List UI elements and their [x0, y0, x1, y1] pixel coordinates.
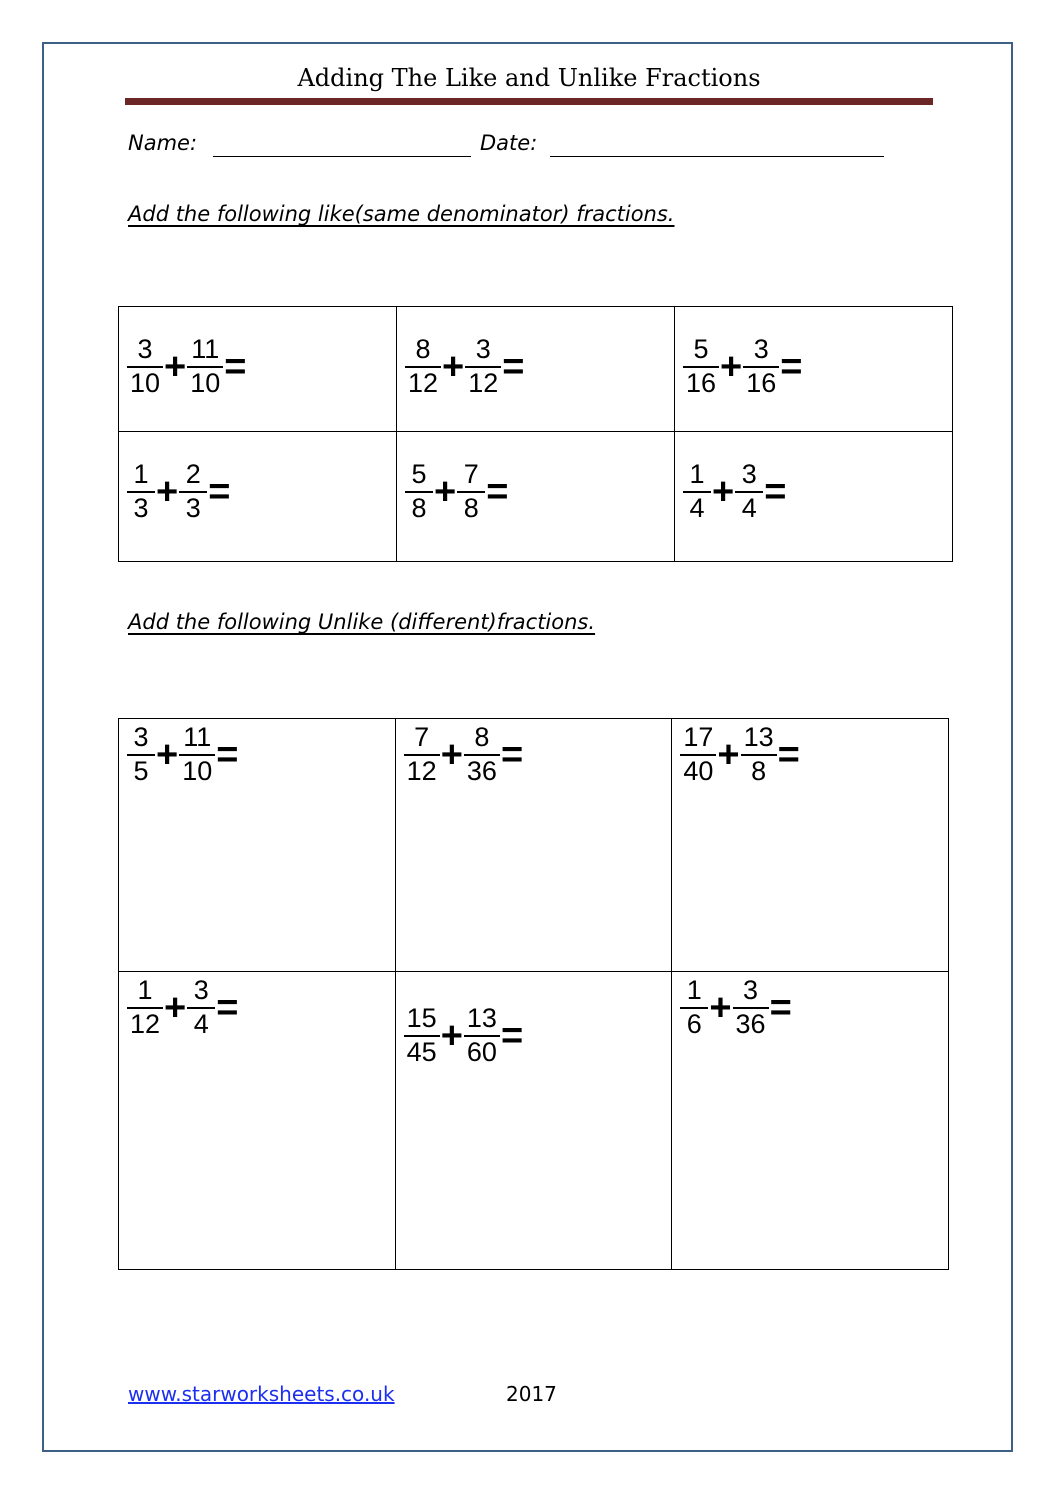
- fraction: [743, 335, 779, 398]
- numerator: 5: [411, 459, 427, 489]
- denominator: 8: [411, 492, 427, 523]
- equals-sign: =: [216, 733, 239, 776]
- like-cell[interactable]: [675, 307, 953, 432]
- plus-sign: +: [709, 986, 732, 1029]
- numerator: 7: [463, 459, 479, 489]
- unlike-cell[interactable]: [119, 972, 396, 1270]
- denominator: 60: [466, 1036, 497, 1067]
- equals-sign: =: [486, 470, 509, 513]
- fraction: [465, 335, 501, 398]
- equals-sign: =: [769, 986, 792, 1029]
- fraction: [179, 460, 207, 523]
- denominator: 4: [193, 1008, 209, 1039]
- like-problem-6: [683, 460, 787, 523]
- fraction: [404, 723, 440, 786]
- denominator: 45: [406, 1036, 437, 1067]
- plus-sign: +: [434, 470, 457, 513]
- unlike-cell[interactable]: [672, 972, 949, 1270]
- unlike-cell[interactable]: [395, 719, 672, 972]
- plus-sign: +: [440, 733, 463, 776]
- footer-year: 2017: [506, 1382, 557, 1406]
- fraction: [405, 460, 433, 523]
- numerator: 3: [133, 722, 149, 752]
- like-cell[interactable]: [119, 307, 397, 432]
- numerator: 3: [753, 334, 769, 364]
- plus-sign: +: [720, 345, 743, 388]
- numerator: 3: [743, 975, 759, 1005]
- fraction: [127, 723, 155, 786]
- unlike-cell[interactable]: [672, 719, 949, 972]
- like-cell[interactable]: [397, 307, 675, 432]
- equals-sign: =: [502, 345, 525, 388]
- numerator: 13: [466, 1003, 497, 1033]
- worksheet-title: Adding The Like and Unlike Fractions: [297, 64, 761, 92]
- unlike-fractions-heading: Add the following Unlike (different)fractions.: [128, 610, 596, 634]
- plus-sign: +: [156, 733, 179, 776]
- plus-sign: +: [442, 345, 465, 388]
- fraction: [457, 460, 485, 523]
- plus-sign: +: [164, 986, 187, 1029]
- unlike-problem-1: [127, 723, 239, 786]
- unlike-problem-2: [404, 723, 525, 786]
- like-fractions-table: [118, 306, 953, 562]
- title-divider: [125, 98, 933, 105]
- website-link[interactable]: www.starworksheets.co.uk: [128, 1382, 395, 1406]
- denominator: 10: [190, 367, 221, 398]
- denominator: 3: [185, 492, 201, 523]
- fraction: [741, 723, 777, 786]
- fraction: [464, 723, 500, 786]
- denominator: 12: [408, 367, 439, 398]
- unlike-problem-3: [680, 723, 801, 786]
- numerator: 17: [683, 722, 714, 752]
- plus-sign: +: [712, 470, 735, 513]
- unlike-fractions-table: [118, 718, 949, 1270]
- denominator: 12: [468, 367, 499, 398]
- numerator: 3: [741, 459, 757, 489]
- fraction: [187, 335, 223, 398]
- fraction: [179, 723, 215, 786]
- denominator: 12: [406, 755, 437, 786]
- plus-sign: +: [156, 470, 179, 513]
- fraction: [127, 335, 163, 398]
- equals-sign: =: [500, 1014, 524, 1057]
- numerator: 1: [137, 975, 153, 1005]
- fraction: [127, 460, 155, 523]
- denominator: 4: [741, 492, 757, 523]
- numerator: 3: [475, 334, 491, 364]
- plus-sign: +: [164, 345, 187, 388]
- fraction: [683, 335, 719, 398]
- date-field[interactable]: [550, 156, 884, 157]
- denominator: 3: [133, 492, 149, 523]
- fraction: [405, 335, 441, 398]
- numerator: 1: [133, 459, 149, 489]
- like-fractions-heading: Add the following like(same denominator) fractions.: [128, 202, 675, 226]
- equals-sign: =: [208, 470, 231, 513]
- fraction: [127, 976, 163, 1039]
- denominator: 12: [130, 1008, 161, 1039]
- fraction: [464, 1004, 500, 1067]
- numerator: 3: [137, 334, 153, 364]
- date-label: Date:: [480, 131, 538, 155]
- like-problem-5: [405, 460, 509, 523]
- numerator: 7: [414, 722, 430, 752]
- numerator: 1: [686, 975, 702, 1005]
- name-field[interactable]: [213, 156, 471, 157]
- numerator: 11: [183, 722, 212, 752]
- numerator: 13: [743, 722, 774, 752]
- denominator: 10: [182, 755, 213, 786]
- fraction: [680, 723, 716, 786]
- numerator: 15: [406, 1003, 437, 1033]
- plus-sign: +: [717, 733, 740, 776]
- denominator: 16: [746, 367, 777, 398]
- numerator: 5: [693, 334, 709, 364]
- unlike-problem-6: [680, 976, 792, 1039]
- like-problem-1: [127, 335, 248, 398]
- equals-sign: =: [764, 470, 787, 513]
- equals-sign: =: [780, 345, 803, 388]
- like-problem-2: [405, 335, 526, 398]
- denominator: 8: [751, 755, 767, 786]
- like-cell[interactable]: [119, 432, 397, 562]
- denominator: 4: [689, 492, 705, 523]
- denominator: 16: [686, 367, 717, 398]
- denominator: 10: [130, 367, 161, 398]
- like-problem-3: [683, 335, 804, 398]
- equals-sign: =: [224, 345, 247, 388]
- denominator: 6: [686, 1008, 702, 1039]
- numerator: 3: [193, 975, 209, 1005]
- denominator: 8: [463, 492, 479, 523]
- fraction: [680, 976, 708, 1039]
- fraction: [733, 976, 769, 1039]
- numerator: 11: [191, 334, 220, 364]
- equals-sign: =: [777, 733, 800, 776]
- like-cell[interactable]: [675, 432, 953, 562]
- fraction: [187, 976, 215, 1039]
- fraction: [404, 1004, 440, 1067]
- numerator: 2: [185, 459, 201, 489]
- denominator: 5: [133, 755, 149, 786]
- unlike-problem-5: [404, 1004, 525, 1067]
- fraction: [683, 460, 711, 523]
- equals-sign: =: [500, 733, 524, 776]
- like-problem-4: [127, 460, 231, 523]
- numerator: 8: [474, 722, 490, 752]
- denominator: 36: [466, 755, 497, 786]
- plus-sign: +: [440, 1014, 463, 1057]
- denominator: 40: [683, 755, 714, 786]
- numerator: 8: [415, 334, 431, 364]
- equals-sign: =: [216, 986, 239, 1029]
- unlike-cell[interactable]: [395, 972, 672, 1270]
- denominator: 36: [735, 1008, 766, 1039]
- fraction: [735, 460, 763, 523]
- name-label: Name:: [128, 131, 198, 155]
- like-cell[interactable]: [397, 432, 675, 562]
- unlike-cell[interactable]: [119, 719, 396, 972]
- unlike-problem-4: [127, 976, 239, 1039]
- numerator: 1: [689, 459, 705, 489]
